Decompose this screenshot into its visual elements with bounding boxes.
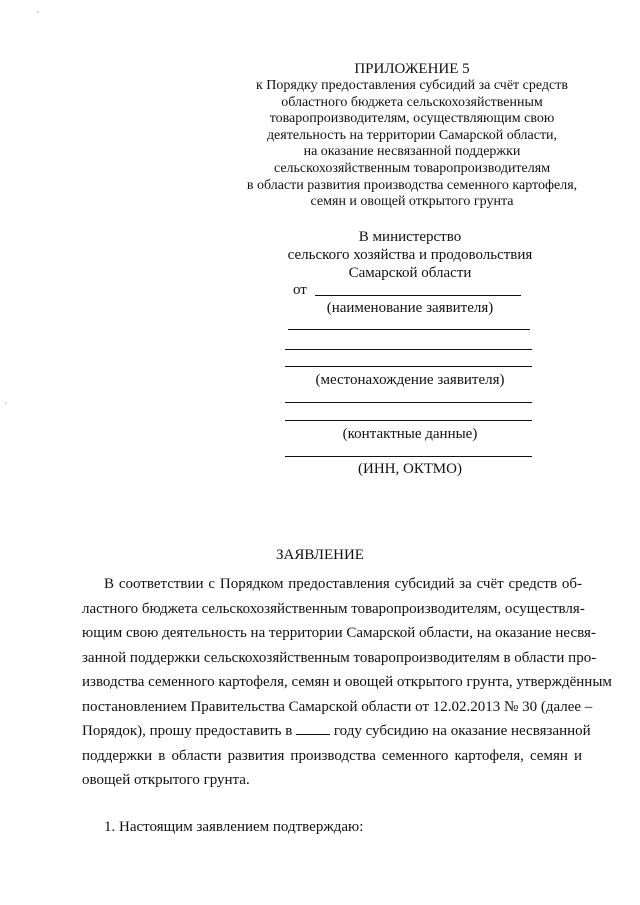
inn-oktmo-field-line[interactable] [285, 456, 532, 457]
appendix-line: на оказание несвязанной поддержки [303, 144, 521, 160]
statement-line-part: Порядок), прошу предоставить в [82, 723, 293, 739]
inn-oktmo-caption: (ИНН, ОКТМО) [358, 461, 462, 477]
location-field-line-3[interactable] [285, 366, 532, 367]
location-field-line-2[interactable] [285, 349, 532, 350]
location-field-line-1[interactable] [288, 329, 530, 330]
year-field[interactable] [296, 722, 330, 735]
statement-line: ющим свою деятельность на территории Самарской области, на оказание несвя- [82, 625, 596, 641]
statement-line: постановлением Правительства Самарской области от 12.02.2013 № 30 (далее – [82, 698, 593, 715]
statement-title: ЗАЯВЛЕНИЕ [276, 547, 364, 563]
contact-data-caption: (контактные данные) [342, 426, 478, 442]
recipient-line: В министерство [358, 229, 462, 245]
contact-field-line-2[interactable] [285, 420, 532, 421]
statement-line: ластного бюджета сельскохозяйственным товаропроизводителям, осуществля- [82, 600, 585, 617]
appendix-line: областного бюджета сельскохозяйственным [281, 94, 543, 110]
appendix-line: деятельность на территории Самарской области, [266, 127, 558, 143]
appendix-line: к Порядку предоставления субсидий за счёт средств [256, 78, 568, 93]
appendix-line: в области развития производства семенного картофеля, [246, 177, 578, 193]
statement-line: изводства семенного картофеля, семян и овощей открытого грунта, утверждённым [82, 674, 612, 690]
recipient-block [270, 228, 550, 282]
appendix-title: ПРИЛОЖЕНИЕ 5 [354, 61, 470, 77]
contact-field-line-1[interactable] [285, 402, 532, 403]
statement-line-part: году субсидию на оказание несвязанной [333, 723, 591, 739]
statement-line-with-year [82, 719, 591, 744]
scan-speck: ' [37, 10, 39, 21]
scan-speck: · [4, 399, 8, 410]
applicant-name-field[interactable] [315, 295, 521, 296]
applicant-location-caption: (местонахождение заявителя) [315, 372, 505, 388]
from-row [293, 281, 533, 299]
statement-body [82, 572, 612, 793]
recipient-line: Самарской области [348, 265, 472, 281]
appendix-line: семян и овощей открытого грунта [310, 194, 514, 210]
statement-line: овощей открытого грунта. [82, 772, 250, 788]
statement-line: В соответствии с Порядком предоставления субсидий за счёт средств об- [104, 576, 582, 592]
appendix-line: сельскохозяйственным товаропроизводителям [273, 160, 551, 176]
appendix-line: товаропроизводителям, осуществляющим свою [269, 111, 555, 127]
applicant-name-caption: (наименование заявителя) [326, 300, 494, 316]
statement-item-1: 1. Настоящим заявлением подтверждаю: [104, 819, 364, 835]
statement-line: поддержки в области развития производства семенного картофеля, семян и [82, 747, 582, 764]
recipient-line: сельского хозяйства и продовольствия [287, 247, 533, 263]
statement-line: занной поддержки сельскохозяйственным товаропроизводителям в области про- [82, 649, 597, 666]
from-label: от [293, 282, 307, 298]
appendix-header [232, 60, 592, 211]
